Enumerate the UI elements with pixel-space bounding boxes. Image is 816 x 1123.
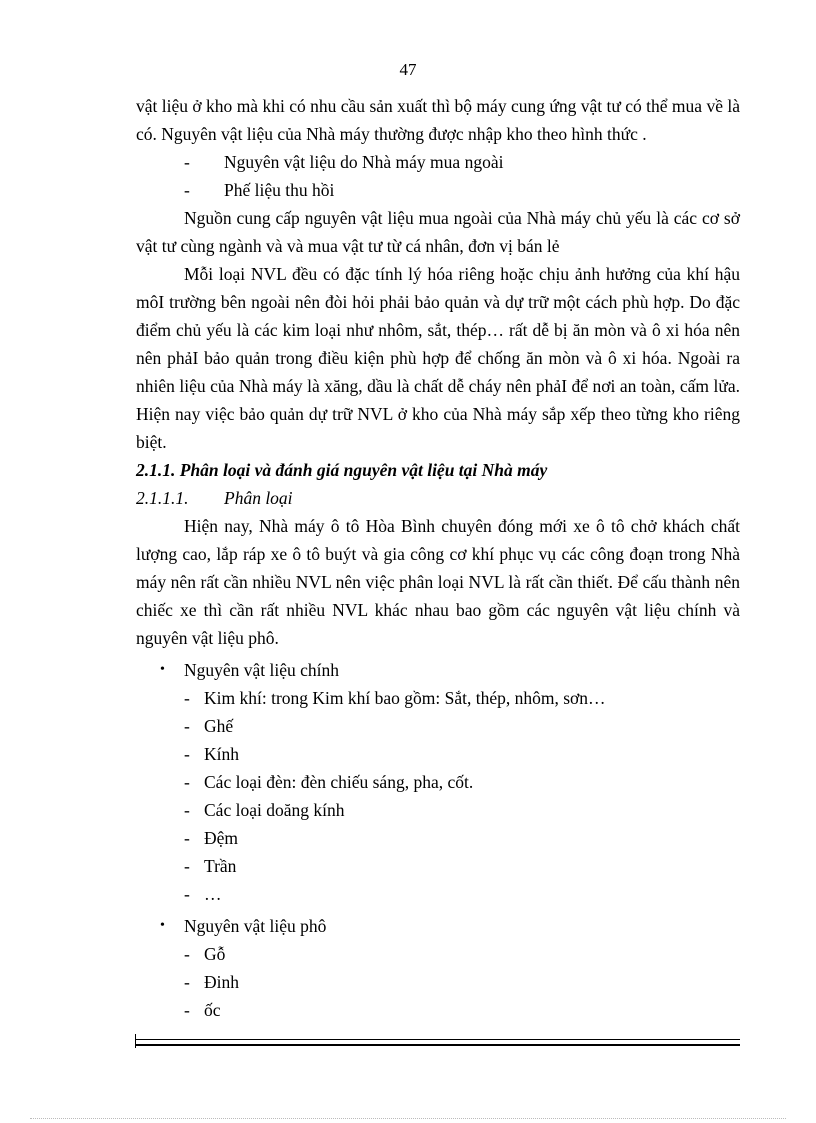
paragraph-supply-source: Nguồn cung cấp nguyên vật liệu mua ngoài của Nhà máy chủ yếu là các cơ sở vật tư cùng ngành và và mua vật tư từ cá nhân, đơn vị bán lẻ bbox=[136, 208, 740, 256]
paragraph-stock: vật liệu ở kho mà khi có nhu cầu sản xuất thì bộ máy cung ứng vật tư có thể mua về là có. Nguyên vật liệu của Nhà máy thường được nhập kho theo hình thức . bbox=[136, 96, 740, 144]
list-dash: - bbox=[184, 772, 190, 792]
list-dash: - bbox=[184, 884, 190, 904]
document-body bbox=[136, 92, 740, 1024]
list-item-text: Gỗ bbox=[204, 944, 226, 964]
list-item bbox=[136, 880, 740, 908]
list-dash: - bbox=[184, 688, 190, 708]
bullet-icon: • bbox=[160, 918, 165, 933]
list-item bbox=[136, 940, 740, 968]
list-item-text: Trần bbox=[204, 856, 237, 876]
subsection-title: Phân loại bbox=[224, 488, 293, 508]
list-item bbox=[136, 996, 740, 1024]
bullet-title: Nguyên vật liệu chính bbox=[184, 660, 340, 680]
list-item bbox=[136, 176, 740, 204]
bullet-icon: • bbox=[160, 662, 165, 677]
list-item-text: Đệm bbox=[204, 828, 239, 848]
list-item-text: Đinh bbox=[204, 972, 239, 992]
list-item bbox=[136, 148, 740, 176]
list-item bbox=[136, 824, 740, 852]
bullet-secondary-materials bbox=[136, 912, 740, 940]
list-item bbox=[136, 968, 740, 996]
bullet-title: Nguyên vật liệu phô bbox=[184, 916, 327, 936]
list-item-text: Kim khí: trong Kim khí bao gồm: Sắt, thép, nhôm, sơn… bbox=[204, 688, 606, 708]
list-item-text: Các loại đèn: đèn chiếu sáng, pha, cốt. bbox=[204, 772, 474, 792]
list-item bbox=[136, 796, 740, 824]
paragraph-storage: Mỗi loại NVL đều có đặc tính lý hóa riêng hoặc chịu ảnh hưởng của khí hậu môI trường bên ngoài nên đòi hỏi phải bảo quản và dự trữ một cách phù hợp. Do đặc điểm chủ yếu là các kim loại như nhôm, sắt, thép… rất dễ bị ăn mòn và ô xi hóa nên nên phảI bảo quản trong điều kiện phù hợp để chống ăn mòn và ô xi hóa. Ngoài ra nhiên liệu của Nhà máy là xăng, dầu là chất dễ cháy nên phảI để nơi an toàn, cấm lửa. Hiện nay việc bảo quản dự trữ NVL ở kho của Nhà máy sắp xếp theo từng kho riêng biệt. bbox=[136, 264, 740, 452]
list-item-text: Kính bbox=[204, 744, 239, 764]
list-dash: - bbox=[184, 716, 190, 736]
list-item bbox=[136, 768, 740, 796]
list-dash: - bbox=[184, 1000, 190, 1020]
list-item bbox=[136, 712, 740, 740]
list-dash: - bbox=[184, 856, 190, 876]
page-edge-dotted-line bbox=[30, 1118, 786, 1119]
list-item bbox=[136, 684, 740, 712]
section-heading: 2.1.1. Phân loại và đánh giá nguyên vật liệu tại Nhà máy bbox=[136, 460, 548, 480]
list-item-text: Phế liệu thu hồi bbox=[224, 180, 335, 200]
paragraph-classification: Hiện nay, Nhà máy ô tô Hòa Bình chuyên đóng mới xe ô tô chở khách chất lượng cao, lắp ráp xe ô tô buýt và gia công cơ khí phục vụ các công đoạn trong Nhà máy nên rất cần nhiều NVL nên việc phân loại NVL là rất cần thiết. Để cấu thành nên chiếc xe thì cần rất nhiều NVL khác nhau bao gồm các nguyên vật liệu chính và nguyên vật liệu phô. bbox=[136, 516, 740, 648]
list-item-text: ốc bbox=[204, 1000, 221, 1020]
list-dash: - bbox=[184, 828, 190, 848]
list-dash: - bbox=[184, 152, 190, 172]
list-dash: - bbox=[184, 800, 190, 820]
list-dash: - bbox=[184, 972, 190, 992]
list-item-text: Nguyên vật liệu do Nhà máy mua ngoài bbox=[224, 152, 504, 172]
footer-double-rule bbox=[136, 1039, 740, 1046]
list-item-text: Các loại doăng kính bbox=[204, 800, 345, 820]
list-item-text: … bbox=[204, 884, 222, 904]
list-item-text: Ghế bbox=[204, 716, 234, 736]
list-item bbox=[136, 740, 740, 768]
list-item bbox=[136, 852, 740, 880]
subsection-number: 2.1.1.1. bbox=[136, 488, 189, 508]
list-dash: - bbox=[184, 180, 190, 200]
subsection-heading bbox=[136, 484, 740, 512]
list-dash: - bbox=[184, 944, 190, 964]
page-number: 47 bbox=[399, 60, 417, 79]
bullet-main-materials bbox=[136, 656, 740, 684]
list-dash: - bbox=[184, 744, 190, 764]
